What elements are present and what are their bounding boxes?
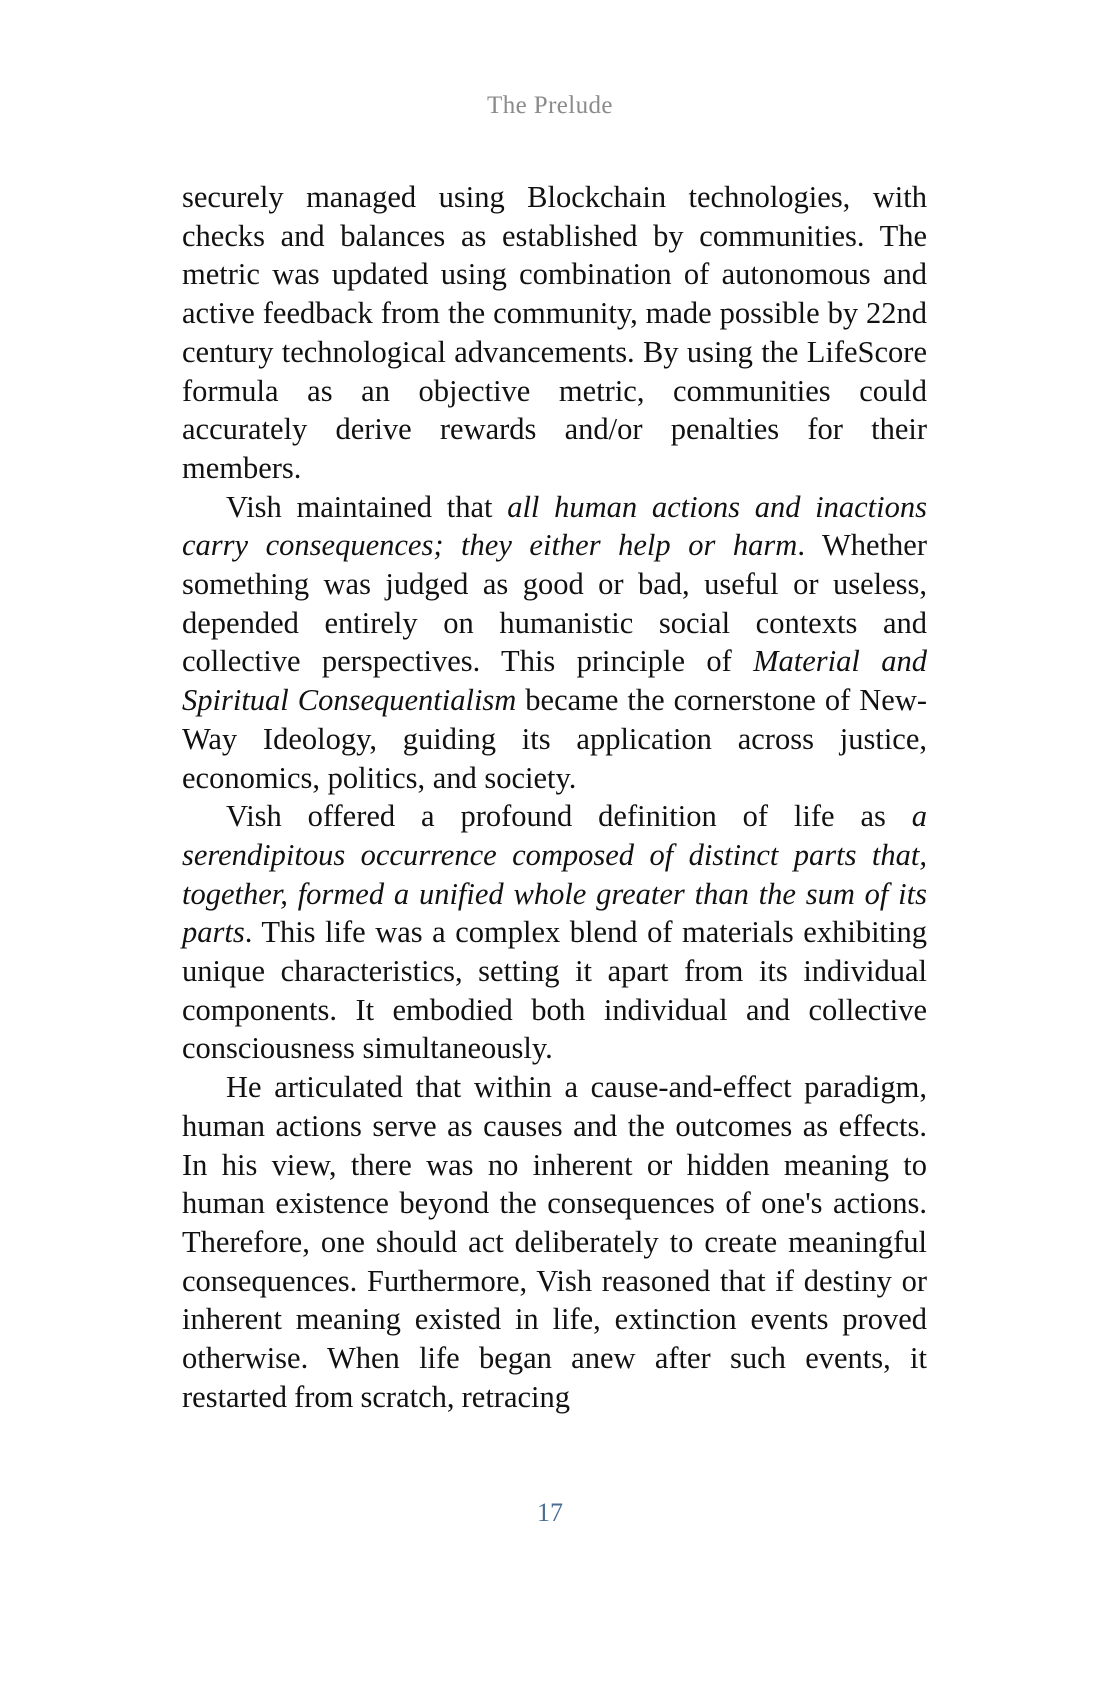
body-text-block [182,178,927,1417]
paragraph-3-run-2-roman: . This life was a complex blend of materials exhibiting unique characteristics, setting it apart from its individual components. It embodied both individual and collective consciousness simultaneously. [182,915,927,1066]
paragraph-2-run-3-italic: Material and Spiritual Consequentialism [182,644,927,718]
running-header: The Prelude [487,92,613,119]
paragraph-2-run-2-roman: . Whether something was judged as good or bad, useful or useless, depended entirely on humanistic social contexts and collective perspectives. This principle of [182,528,927,679]
paragraph-1-run-0-roman: securely managed using Blockchain technologies, with checks and balances as established by communities. The metric was updated using combination of autonomous and active feedback from the community, made possible by 22nd century technological advancements. By using the LifeScore formula as an objective metric, communities could accurately derive rewards and/or penalties for their members. [182,180,927,485]
paragraph-3-run-0-roman: Vish offered a profound definition of life as [226,799,912,834]
paragraph-2 [182,488,927,798]
paragraph-3 [182,797,927,1068]
paragraph-1 [182,178,927,488]
paragraph-2-run-0-roman: Vish maintained that [226,489,508,524]
paragraph-3-run-1-italic: a serendipitous occurrence composed of distinct parts that, together, formed a unified whole greater than the sum of its parts [182,799,927,950]
paragraph-4-run-0-roman: He articulated that within a cause-and-effect paradigm, human actions serve as causes and the outcomes as effects. In his view, there was no inherent or hidden meaning to human existence beyond the consequences of one's actions. Therefore, one should act deliberately to create meaningful consequences. Furthermore, Vish reasoned that if destiny or inherent meaning existed in life, extinction events proved otherwise. When life began anew after such events, it restarted from scratch, retracing [182,1070,927,1414]
page-number: 17 [537,1498,563,1527]
paragraph-2-run-1-italic: all human actions and inactions carry consequences; they either help or harm [182,489,927,563]
paragraph-4 [182,1068,927,1416]
paragraph-2-run-4-roman: became the cornerstone of New-Way Ideology, guiding its application across justice, economics, politics, and society. [182,683,928,795]
